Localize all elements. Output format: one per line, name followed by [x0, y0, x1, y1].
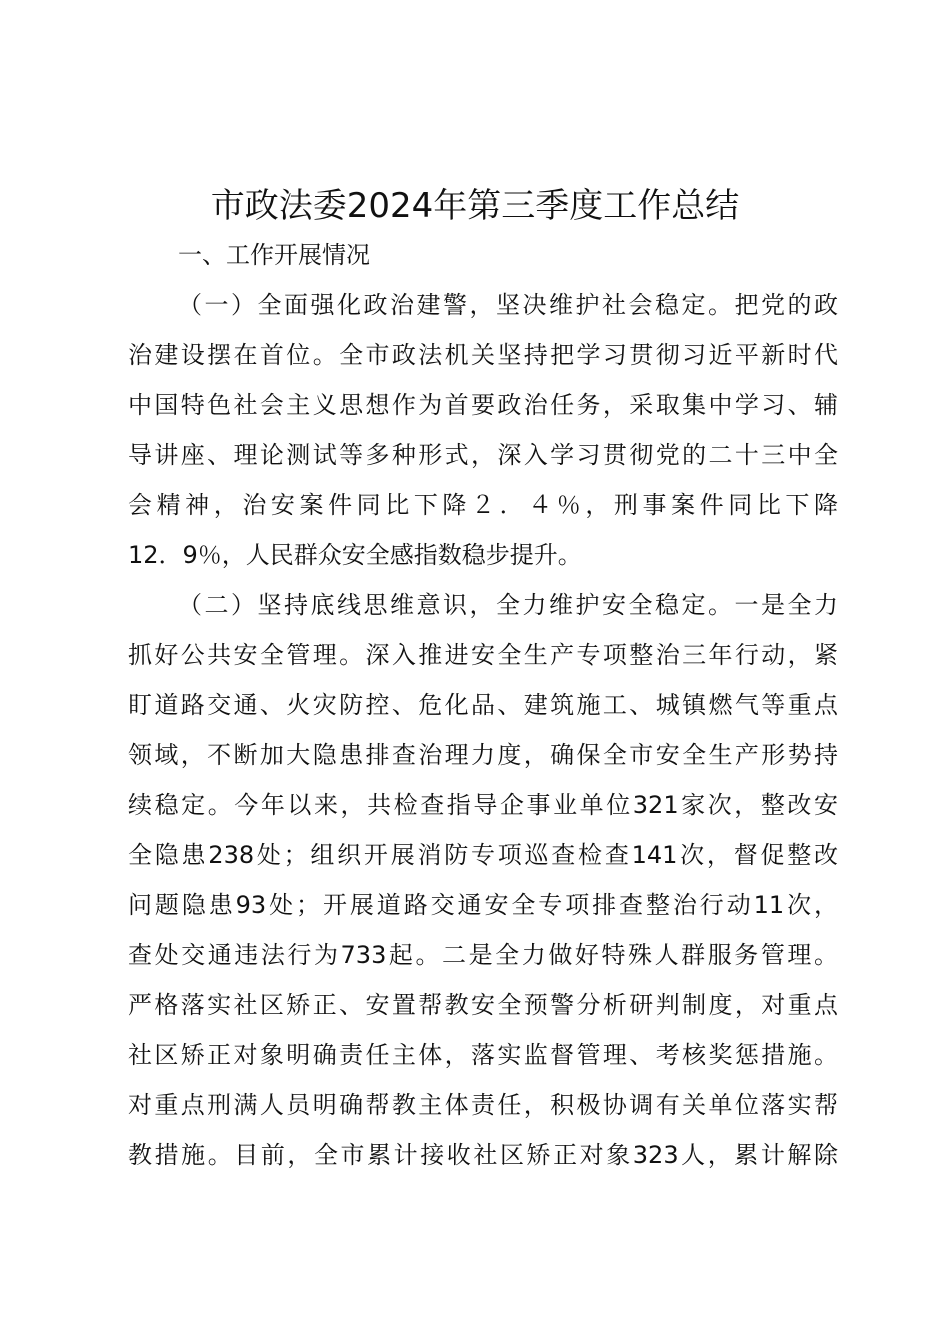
paragraph-2-line-6: 全隐患238处；组织开展消防专项巡查检查141次，督促整改 — [128, 841, 838, 869]
paragraph-2-line-10: 社区矫正对象明确责任主体，落实监督管理、考核奖惩措施。 — [128, 1041, 838, 1069]
paragraph-2-line-3: 盯道路交通、火灾防控、危化品、建筑施工、城镇燃气等重点 — [128, 691, 838, 719]
paragraph-1-line-5: 会精神，治安案件同比下降２．４％，刑事案件同比下降 — [128, 491, 838, 519]
paragraph-2-line-8: 查处交通违法行为733起。二是全力做好特殊人群服务管理。 — [128, 941, 838, 969]
paragraph-2-line-11: 对重点刑满人员明确帮教主体责任，积极协调有关单位落实帮 — [128, 1091, 838, 1119]
section-heading: 一、工作开展情况 — [178, 241, 370, 269]
paragraph-2-line-12: 教措施。目前，全市累计接收社区矫正对象323人，累计解除 — [128, 1141, 838, 1169]
paragraph-1-line-6: 12．9％，人民群众安全感指数稳步提升。 — [128, 541, 582, 569]
paragraph-1-line-2: 治建设摆在首位。全市政法机关坚持把学习贯彻习近平新时代 — [128, 341, 838, 369]
paragraph-1-line-3: 中国特色社会主义思想作为首要政治任务，采取集中学习、辅 — [128, 391, 838, 419]
paragraph-2-line-7: 问题隐患93处；开展道路交通安全专项排查整治行动11次， — [128, 891, 838, 919]
paragraph-2-line-2: 抓好公共安全管理。深入推进安全生产专项整治三年行动，紧 — [128, 641, 838, 669]
paragraph-2-line-9: 严格落实社区矫正、安置帮教安全预警分析研判制度，对重点 — [128, 991, 838, 1019]
document-title: 市政法委2024年第三季度工作总结 — [210, 186, 740, 226]
paragraph-2-line-4: 领域，不断加大隐患排查治理力度，确保全市安全生产形势持 — [128, 741, 838, 769]
paragraph-2-line-5: 续稳定。今年以来，共检查指导企事业单位321家次，整改安 — [128, 791, 838, 819]
paragraph-2-line-1: （二）坚持底线思维意识，全力维护安全稳定。一是全力 — [178, 591, 838, 619]
paragraph-1-line-4: 导讲座、理论测试等多种形式，深入学习贯彻党的二十三中全 — [128, 441, 838, 469]
paragraph-1-line-1: （一）全面强化政治建警，坚决维护社会稳定。把党的政 — [178, 291, 838, 319]
